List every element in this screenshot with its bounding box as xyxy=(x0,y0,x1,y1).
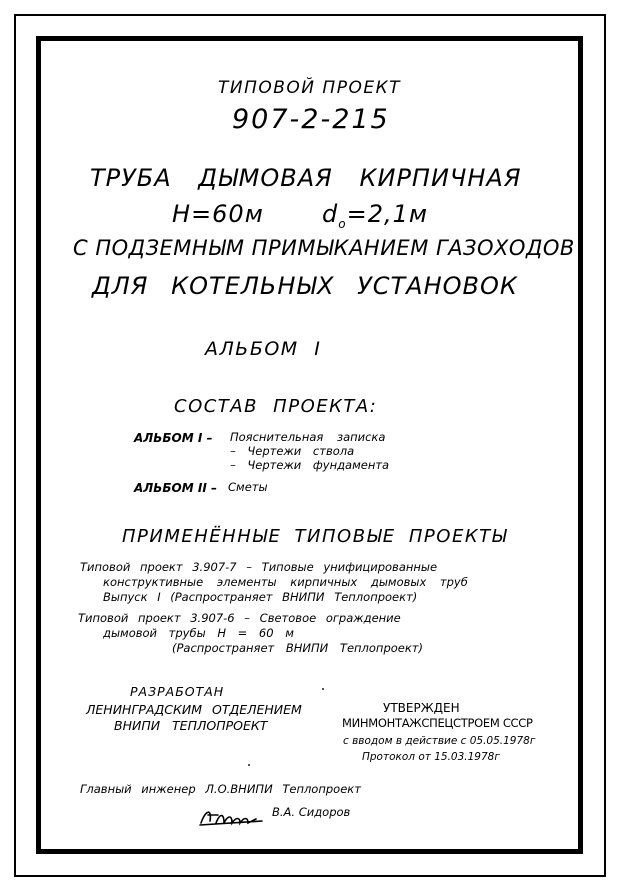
applied-line-3: Выпуск I (Распространяет ВНИПИ Теплопроект) xyxy=(103,590,418,604)
album2-label: АЛЬБОМ II – xyxy=(134,481,217,495)
applied-line-4: Типовой проект 3.907-6 – Световое ограждение xyxy=(78,611,401,625)
title-d-param xyxy=(322,202,428,230)
d-letter: d xyxy=(322,200,339,228)
album1-item-2: – Чертежи ствола xyxy=(230,444,355,458)
project-number: 907-2-215 xyxy=(232,104,390,135)
approved-line-3: с вводом в действие с 05.05.1978г xyxy=(343,735,536,747)
applied-line-6: (Распространяет ВНИПИ Теплопроект) xyxy=(172,641,423,655)
scan-speck xyxy=(322,688,324,690)
chief-engineer-line: Главный инженер Л.О.ВНИПИ Теплопроект xyxy=(80,782,361,796)
developed-line-1: РАЗРАБОТАН xyxy=(130,684,225,699)
scan-speck xyxy=(248,764,250,766)
approved-line-2: МИНМОНТАЖСПЕЦСТРОЕМ СССР xyxy=(342,716,533,730)
d-subscript: o xyxy=(338,216,347,231)
album1-item-3: – Чертежи фундамента xyxy=(230,458,390,472)
applied-line-1: Типовой проект 3.907-7 – Типовые унифицированные xyxy=(80,560,438,574)
developed-line-3: ВНИПИ ТЕПЛОПРОЕКТ xyxy=(114,718,268,733)
album2-item: Сметы xyxy=(228,480,268,494)
title-line-3: С ПОДЗЕМНЫМ ПРИМЫКАНИЕМ ГАЗОХОДОВ xyxy=(73,236,575,260)
developed-line-2: ЛЕНИНГРАДСКИМ ОТДЕЛЕНИЕМ xyxy=(86,702,302,717)
d-value: =2,1м xyxy=(346,200,428,228)
applied-line-5: дымовой трубы Н = 60 м xyxy=(103,626,294,640)
signature-image xyxy=(198,805,264,829)
album1-item-1: Пояснительная записка xyxy=(230,430,386,444)
approved-line-1: УТВЕРЖДЕН xyxy=(383,701,460,715)
chief-engineer-name: В.А. Сидоров xyxy=(272,805,351,819)
album1-label: АЛЬБОМ I – xyxy=(134,431,213,445)
series-label: ТИПОВОЙ ПРОЕКТ xyxy=(218,78,402,98)
composition-heading: СОСТАВ ПРОЕКТА: xyxy=(174,396,378,417)
title-h-param: Н=60м xyxy=(172,200,264,228)
applied-heading: ПРИМЕНЁННЫЕ ТИПОВЫЕ ПРОЕКТЫ xyxy=(122,526,508,547)
title-line-1: ТРУБА ДЫМОВАЯ КИРПИЧНАЯ xyxy=(90,164,522,192)
title-line-4: ДЛЯ КОТЕЛЬНЫХ УСТАНОВОК xyxy=(92,272,518,300)
applied-line-2: конструктивные элементы кирпичных дымовых труб xyxy=(103,575,468,589)
album-title: АЛЬБОМ I xyxy=(205,338,322,360)
approved-line-4: Протокол от 15.03.1978г xyxy=(362,751,500,763)
